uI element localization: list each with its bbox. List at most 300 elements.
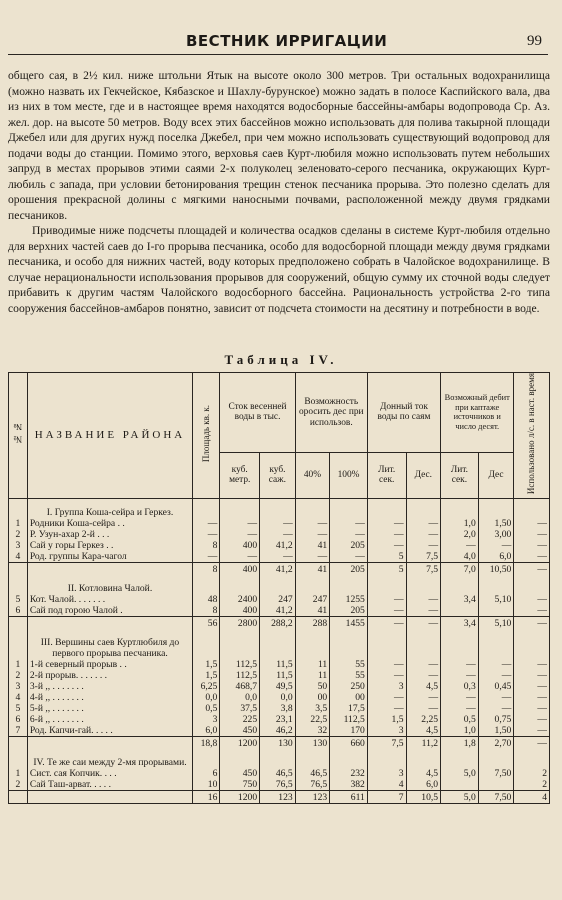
cell-lit: — xyxy=(367,540,406,551)
empty-cell xyxy=(295,575,330,594)
cell-ddes: 0,75 xyxy=(478,714,514,725)
empty-cell xyxy=(478,629,514,659)
row-number: 6 xyxy=(9,605,28,617)
cell-use: — xyxy=(514,659,550,670)
cell-dlit: — xyxy=(441,692,479,703)
cell-p40: 11 xyxy=(295,670,330,681)
cell-lit: 7 xyxy=(367,790,406,803)
empty-cell xyxy=(514,749,550,768)
row-number xyxy=(9,749,28,768)
header-debit-des: Дес xyxy=(478,452,514,498)
table-row xyxy=(9,605,550,617)
cell-area: 0,5 xyxy=(193,703,220,714)
empty-cell xyxy=(220,498,260,518)
cell-p40: — xyxy=(295,529,330,540)
cell-area: 10 xyxy=(193,779,220,791)
cell-dlit: — xyxy=(441,703,479,714)
cell-p100: 232 xyxy=(330,768,368,779)
row-number: 1 xyxy=(9,518,28,529)
table-row xyxy=(9,703,550,714)
cell-sazh: 288,2 xyxy=(260,616,296,629)
row-name: Кот. Чалой. . . . . . . xyxy=(27,594,192,605)
empty-cell xyxy=(441,498,479,518)
empty-cell xyxy=(330,749,368,768)
cell-p40: 76,5 xyxy=(295,779,330,791)
cell-use: — xyxy=(514,594,550,605)
cell-p40: 11 xyxy=(295,659,330,670)
cell-use: — xyxy=(514,736,550,749)
header-runoff-sazh: куб. саж. xyxy=(260,452,296,498)
cell-dlit: 7,0 xyxy=(441,562,479,575)
table-row xyxy=(9,594,550,605)
running-header xyxy=(8,30,548,52)
cell-dlit: 1,0 xyxy=(441,518,479,529)
cell-ddes: 7,50 xyxy=(478,768,514,779)
cell-use: 2 xyxy=(514,768,550,779)
cell-dlit: 1,0 xyxy=(441,725,479,737)
cell-ddes: 5,10 xyxy=(478,616,514,629)
table-row xyxy=(9,518,550,529)
row-name: 5-й ,, . . . . . . . xyxy=(27,703,192,714)
cell-ddes: 1,50 xyxy=(478,518,514,529)
row-number: 3 xyxy=(9,681,28,692)
cell-use: 2 xyxy=(514,779,550,791)
cell-m3: 2400 xyxy=(220,594,260,605)
cell-p100: 55 xyxy=(330,659,368,670)
cell-p100: 205 xyxy=(330,605,368,617)
cell-p40: 41 xyxy=(295,562,330,575)
table-row xyxy=(9,714,550,725)
table-body xyxy=(9,498,550,803)
row-name: Сай у горы Геркез . . xyxy=(27,540,192,551)
header-flow-des: Дес. xyxy=(406,452,441,498)
cell-lit: 3 xyxy=(367,681,406,692)
row-name: 1-й северный прорыв . . xyxy=(27,659,192,670)
table-row xyxy=(9,659,550,670)
cell-sazh: 11,5 xyxy=(260,670,296,681)
cell-des: 2,25 xyxy=(406,714,441,725)
row-number: 2 xyxy=(9,670,28,681)
empty-cell xyxy=(406,575,441,594)
empty-cell xyxy=(295,749,330,768)
cell-p40: 130 xyxy=(295,736,330,749)
cell-p100: — xyxy=(330,551,368,563)
cell-area: — xyxy=(193,551,220,563)
cell-ddes: 5,10 xyxy=(478,594,514,605)
cell-lit: — xyxy=(367,518,406,529)
cell-ddes: 10,50 xyxy=(478,562,514,575)
row-number: 4 xyxy=(9,551,28,563)
cell-des: 11,2 xyxy=(406,736,441,749)
cell-m3: — xyxy=(220,529,260,540)
section-title: III. Вершины саев Куртлюбиля до первого прорыва песчаника. xyxy=(27,629,192,659)
cell-ddes: 6,0 xyxy=(478,551,514,563)
cell-ddes: — xyxy=(478,670,514,681)
cell-p100: 00 xyxy=(330,692,368,703)
cell-des: — xyxy=(406,594,441,605)
cell-ddes: 3,00 xyxy=(478,529,514,540)
empty-cell xyxy=(406,629,441,659)
cell-p40: 22,5 xyxy=(295,714,330,725)
cell-lit: 5 xyxy=(367,562,406,575)
cell-des: 7,5 xyxy=(406,551,441,563)
section-title: IV. Те же саи между 2-мя прорывами. xyxy=(27,749,192,768)
cell-ddes xyxy=(478,779,514,791)
row-number xyxy=(9,616,28,629)
table-row xyxy=(9,779,550,791)
cell-p40: — xyxy=(295,551,330,563)
empty-cell xyxy=(220,629,260,659)
cell-use: — xyxy=(514,529,550,540)
cell-area: — xyxy=(193,518,220,529)
row-number xyxy=(9,498,28,518)
body-text xyxy=(8,68,550,316)
cell-dlit: 2,0 xyxy=(441,529,479,540)
empty-cell xyxy=(478,749,514,768)
header-p40: 40% xyxy=(295,452,330,498)
header-p100: 100% xyxy=(330,452,368,498)
cell-des: — xyxy=(406,616,441,629)
cell-lit: 5 xyxy=(367,551,406,563)
empty-cell xyxy=(220,749,260,768)
cell-area: 1,5 xyxy=(193,659,220,670)
cell-p40: 50 xyxy=(295,681,330,692)
row-number: 5 xyxy=(9,703,28,714)
cell-sazh: 41,2 xyxy=(260,605,296,617)
cell-sazh: 130 xyxy=(260,736,296,749)
paragraph-2: Приводимые ниже подсчеты площадей и количества осадков сделаны в системе Курт-любиля отдельно для верхних частей саев до I-го прорыва песчаника, особо для водосборной площади между двумя грядками песчаника, и особо для нижних частей, воду которых предположено собрать в Чалойское водохранилище. В случае нерациональности использования прорывов для сооружений, общую сумму их сточной воды следует прибавить к другим частям Чалойского водосборного бассейна. Рациональность устройства 2-го типа сооружения бассейнов-амбаров понятно, зависит от подсчета стоимости на десятину и потребности в воде. xyxy=(8,224,550,315)
cell-des: 4,5 xyxy=(406,681,441,692)
empty-cell xyxy=(514,498,550,518)
cell-use: — xyxy=(514,681,550,692)
total-row xyxy=(9,616,550,629)
cell-area: 3 xyxy=(193,714,220,725)
row-number xyxy=(9,736,28,749)
empty-cell xyxy=(441,629,479,659)
total-row xyxy=(9,562,550,575)
cell-lit: — xyxy=(367,659,406,670)
cell-des: — xyxy=(406,692,441,703)
row-name xyxy=(27,562,192,575)
cell-lit: — xyxy=(367,594,406,605)
empty-cell xyxy=(193,575,220,594)
row-name xyxy=(27,736,192,749)
cell-sazh: 46,5 xyxy=(260,768,296,779)
cell-dlit: — xyxy=(441,670,479,681)
cell-m3: — xyxy=(220,551,260,563)
cell-use: — xyxy=(514,703,550,714)
cell-use: — xyxy=(514,605,550,617)
row-number: 4 xyxy=(9,692,28,703)
row-number: 1 xyxy=(9,768,28,779)
cell-m3: 450 xyxy=(220,725,260,737)
header-flow: Донный ток воды по саям xyxy=(367,373,440,453)
cell-use: — xyxy=(514,562,550,575)
cell-p100: 112,5 xyxy=(330,714,368,725)
cell-sazh: 0,0 xyxy=(260,692,296,703)
cell-use: — xyxy=(514,714,550,725)
cell-sazh: — xyxy=(260,551,296,563)
cell-lit: — xyxy=(367,670,406,681)
cell-ddes: 1,50 xyxy=(478,725,514,737)
cell-ddes: 2,70 xyxy=(478,736,514,749)
table-row xyxy=(9,681,550,692)
cell-p100: — xyxy=(330,529,368,540)
cell-p40: — xyxy=(295,518,330,529)
header-no: № № xyxy=(9,373,28,499)
header-usage: Использовано л/с. в наст. время xyxy=(514,373,550,499)
row-name xyxy=(27,616,192,629)
cell-ddes: 0,45 xyxy=(478,681,514,692)
cell-ddes xyxy=(478,605,514,617)
cell-area: 48 xyxy=(193,594,220,605)
cell-dlit: 5,0 xyxy=(441,768,479,779)
empty-cell xyxy=(367,749,406,768)
row-number: 3 xyxy=(9,540,28,551)
empty-cell xyxy=(441,575,479,594)
header-area: Площадь кв. к. xyxy=(193,373,220,499)
cell-ddes: — xyxy=(478,703,514,714)
empty-cell xyxy=(260,629,296,659)
cell-use: — xyxy=(514,692,550,703)
row-number: 5 xyxy=(9,594,28,605)
cell-m3: 750 xyxy=(220,779,260,791)
cell-p100: 17,5 xyxy=(330,703,368,714)
cell-area: 1,5 xyxy=(193,670,220,681)
cell-use: — xyxy=(514,670,550,681)
cell-lit: 3 xyxy=(367,768,406,779)
cell-dlit xyxy=(441,779,479,791)
cell-lit: — xyxy=(367,529,406,540)
cell-p40: 247 xyxy=(295,594,330,605)
empty-cell xyxy=(406,498,441,518)
empty-cell xyxy=(406,749,441,768)
cell-dlit xyxy=(441,605,479,617)
header-possible: Возможность оросить дес при использов. xyxy=(295,373,367,453)
table-row xyxy=(9,551,550,563)
cell-sazh: 76,5 xyxy=(260,779,296,791)
cell-lit: 7,5 xyxy=(367,736,406,749)
table-row xyxy=(9,540,550,551)
cell-dlit: 4,0 xyxy=(441,551,479,563)
cell-lit: 3 xyxy=(367,725,406,737)
journal-title: ВЕСТНИК ИРРИГАЦИИ xyxy=(186,32,388,50)
section-row xyxy=(9,749,550,768)
cell-des: 10,5 xyxy=(406,790,441,803)
cell-sazh: 11,5 xyxy=(260,659,296,670)
cell-ddes: — xyxy=(478,659,514,670)
cell-sazh: 41,2 xyxy=(260,540,296,551)
cell-des: — xyxy=(406,540,441,551)
cell-dlit: 1,8 xyxy=(441,736,479,749)
cell-p40: 288 xyxy=(295,616,330,629)
empty-cell xyxy=(220,575,260,594)
cell-area: 8 xyxy=(193,540,220,551)
empty-cell xyxy=(441,749,479,768)
empty-cell xyxy=(478,575,514,594)
cell-p100: — xyxy=(330,518,368,529)
cell-m3: 225 xyxy=(220,714,260,725)
cell-lit: 4 xyxy=(367,779,406,791)
cell-ddes: — xyxy=(478,540,514,551)
cell-m3: 1200 xyxy=(220,790,260,803)
cell-sazh: 247 xyxy=(260,594,296,605)
empty-cell xyxy=(330,575,368,594)
cell-p100: 1455 xyxy=(330,616,368,629)
cell-sazh: — xyxy=(260,529,296,540)
header-name: НАЗВАНИЕ РАЙОНА xyxy=(27,373,192,499)
row-number: 2 xyxy=(9,779,28,791)
row-name: 6-й ,, . . . . . . . xyxy=(27,714,192,725)
empty-cell xyxy=(514,575,550,594)
row-number: 6 xyxy=(9,714,28,725)
header-rule xyxy=(8,54,548,55)
cell-m3: 0,0 xyxy=(220,692,260,703)
section-title: I. Группа Коша-сейра и Геркез. xyxy=(27,498,192,518)
section-row xyxy=(9,575,550,594)
cell-area: 8 xyxy=(193,605,220,617)
header-debit: Возможный дебит при каптaже источников и число десят. xyxy=(441,373,514,453)
row-name xyxy=(27,790,192,803)
table-row xyxy=(9,768,550,779)
cell-p100: 205 xyxy=(330,562,368,575)
cell-lit: — xyxy=(367,703,406,714)
section-row xyxy=(9,629,550,659)
cell-use: — xyxy=(514,551,550,563)
empty-cell xyxy=(193,498,220,518)
row-number: 7 xyxy=(9,725,28,737)
empty-cell xyxy=(330,629,368,659)
cell-p100: 55 xyxy=(330,670,368,681)
cell-des: — xyxy=(406,529,441,540)
cell-m3: 37,5 xyxy=(220,703,260,714)
cell-ddes: 7,50 xyxy=(478,790,514,803)
empty-cell xyxy=(295,629,330,659)
cell-des: 7,5 xyxy=(406,562,441,575)
cell-p40: 123 xyxy=(295,790,330,803)
cell-sazh: 49,5 xyxy=(260,681,296,692)
row-name: 3-й ,, . . . . . . . xyxy=(27,681,192,692)
row-name: Род. группы Кара-чагол xyxy=(27,551,192,563)
cell-p40: 32 xyxy=(295,725,330,737)
row-name: 4-й ,, . . . . . . . xyxy=(27,692,192,703)
cell-p40: 3,5 xyxy=(295,703,330,714)
cell-dlit: 5,0 xyxy=(441,790,479,803)
cell-dlit: — xyxy=(441,540,479,551)
cell-p40: 00 xyxy=(295,692,330,703)
cell-sazh: — xyxy=(260,518,296,529)
row-name: Сай под горою Чалой . xyxy=(27,605,192,617)
cell-p100: 611 xyxy=(330,790,368,803)
cell-area: 6,25 xyxy=(193,681,220,692)
header-runoff-m3: куб. метр. xyxy=(220,452,260,498)
cell-sazh: 3,8 xyxy=(260,703,296,714)
table-header xyxy=(9,373,550,499)
cell-area: 56 xyxy=(193,616,220,629)
row-name: 2-й прорыв. . . . . . . xyxy=(27,670,192,681)
section-row xyxy=(9,498,550,518)
table-title: Таблица IV. xyxy=(224,352,338,367)
cell-area: 6,0 xyxy=(193,725,220,737)
empty-cell xyxy=(260,749,296,768)
cell-area: 6 xyxy=(193,768,220,779)
cell-m3: — xyxy=(220,518,260,529)
row-number: 2 xyxy=(9,529,28,540)
cell-sazh: 23,1 xyxy=(260,714,296,725)
cell-dlit: 0,3 xyxy=(441,681,479,692)
row-name: Р. Узун-ахар 2-й . . . xyxy=(27,529,192,540)
row-name: Сист. сая Копчик. . . . xyxy=(27,768,192,779)
cell-dlit: — xyxy=(441,659,479,670)
cell-p100: 170 xyxy=(330,725,368,737)
cell-dlit: 0,5 xyxy=(441,714,479,725)
row-name: Родники Коша-сейра . . xyxy=(27,518,192,529)
cell-p100: 250 xyxy=(330,681,368,692)
header-flow-lit: Лит. сек. xyxy=(367,452,406,498)
row-name: Род. Капчи-гай. . . . . xyxy=(27,725,192,737)
cell-des: — xyxy=(406,518,441,529)
cell-dlit: 3,4 xyxy=(441,616,479,629)
cell-area: — xyxy=(193,529,220,540)
empty-cell xyxy=(367,575,406,594)
cell-use: — xyxy=(514,540,550,551)
header-debit-lit: Лит. сек. xyxy=(441,452,479,498)
cell-sazh: 123 xyxy=(260,790,296,803)
cell-use: — xyxy=(514,725,550,737)
cell-des: 4,5 xyxy=(406,725,441,737)
empty-cell xyxy=(193,749,220,768)
cell-des: — xyxy=(406,605,441,617)
cell-area: 0,0 xyxy=(193,692,220,703)
cell-lit: — xyxy=(367,692,406,703)
header-runoff: Сток весенней воды в тыс. xyxy=(220,373,295,453)
cell-p100: 1255 xyxy=(330,594,368,605)
cell-use: — xyxy=(514,518,550,529)
row-number xyxy=(9,575,28,594)
cell-m3: 400 xyxy=(220,540,260,551)
cell-m3: 1200 xyxy=(220,736,260,749)
empty-cell xyxy=(514,629,550,659)
paragraph-1: общего сая, в 2½ кил. ниже штольни Ятык на высоте около 300 метров. Три остальных водохранилища (можно назвать их Гекчейское, Кябазское и Шахлу-бурунское) можно задать в полосе Каспийского вала, два из них в том месте, где и в настоящее время находятся водосборные бассейны-амбары водопровода Ср. Аз. жел. дор. на высоте 50 метров. Воду всех этих бассейнов можно использовать для полива такырной площади Джебел или для других нужд поселка Джебел, при чем можно использовать существующий водопровод для подачи воды до станции. Помимо этого, верховья саев Курт-любиля можно использовать путем небольших запруд в местах прорывов этими саями 2-х полуколец зеленовато-серого песчаника, окружающих Курт-любиль с запада, при условии бетонирования трещин стенок песчаника прорыва. Это полезно сделать для орошения прекрасной долины с мягкими наносными почвами, расположенной между двумя грядками песчаников. xyxy=(8,69,550,222)
empty-cell xyxy=(260,575,296,594)
page-number: 99 xyxy=(527,33,542,49)
cell-des: — xyxy=(406,659,441,670)
cell-p100: 660 xyxy=(330,736,368,749)
cell-m3: 112,5 xyxy=(220,670,260,681)
cell-p100: 382 xyxy=(330,779,368,791)
empty-cell xyxy=(260,498,296,518)
table-row xyxy=(9,670,550,681)
table-row xyxy=(9,725,550,737)
cell-p100: 205 xyxy=(330,540,368,551)
cell-m3: 450 xyxy=(220,768,260,779)
row-number xyxy=(9,629,28,659)
row-number: 1 xyxy=(9,659,28,670)
row-number xyxy=(9,562,28,575)
cell-area: 8 xyxy=(193,562,220,575)
cell-ddes: — xyxy=(478,692,514,703)
cell-sazh: 41,2 xyxy=(260,562,296,575)
cell-m3: 400 xyxy=(220,605,260,617)
cell-use: — xyxy=(514,616,550,629)
total-row xyxy=(9,790,550,803)
cell-m3: 400 xyxy=(220,562,260,575)
cell-des: — xyxy=(406,703,441,714)
cell-m3: 112,5 xyxy=(220,659,260,670)
section-title: II. Котловина Чалой. xyxy=(27,575,192,594)
empty-cell xyxy=(367,498,406,518)
row-name: Сай Таш-арват. . . . . xyxy=(27,779,192,791)
